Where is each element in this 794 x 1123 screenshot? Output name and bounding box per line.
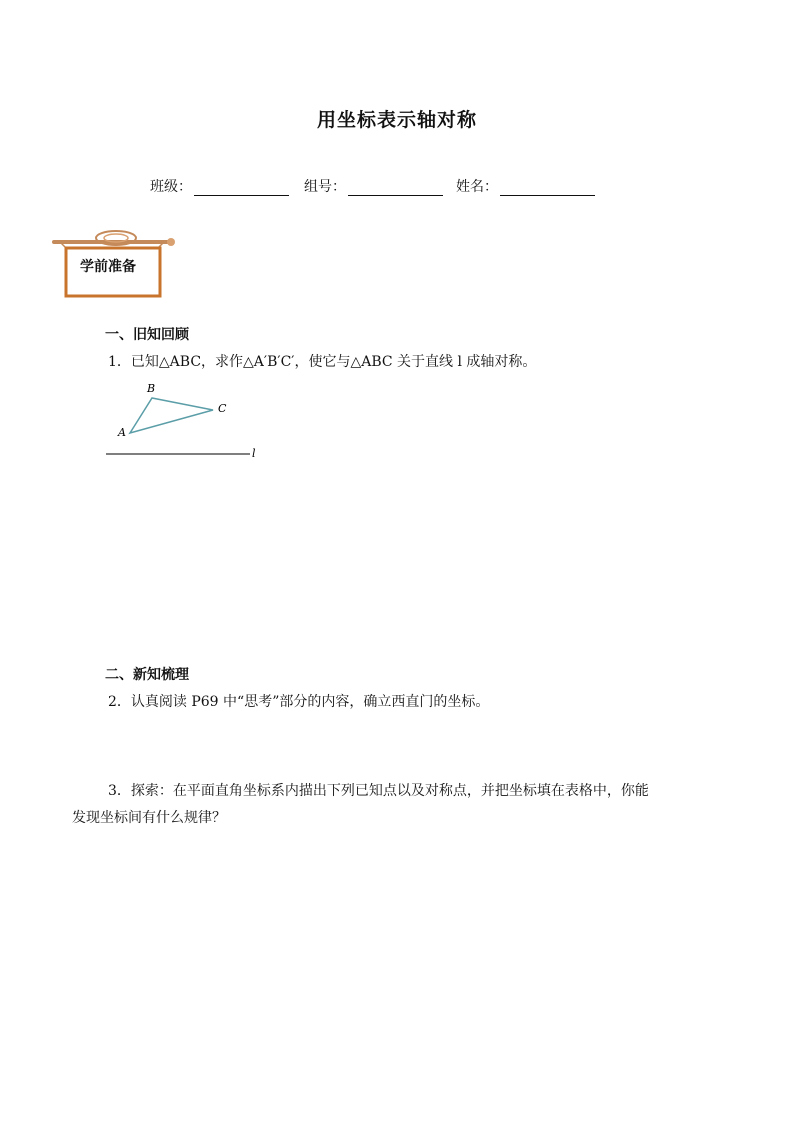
student-info-line: [0, 176, 794, 198]
section-new-heading: 二、新知梳理: [105, 667, 189, 683]
question-2: 2．认真阅读 P69 中“思考”部分的内容，确立西直门的坐标。: [108, 694, 490, 710]
triangle-figure: [100, 378, 260, 476]
group-field: [304, 176, 443, 196]
name-blank[interactable]: [500, 181, 595, 196]
name-field: [456, 176, 595, 196]
section-review-heading: 一、旧知回顾: [105, 327, 189, 343]
badge-label: 学前准备: [80, 259, 136, 275]
group-label: 组号：: [304, 179, 346, 195]
name-label: 姓名：: [456, 179, 498, 195]
label-a: A: [118, 426, 126, 439]
class-field: [150, 176, 289, 196]
label-l: l: [252, 447, 256, 460]
class-blank[interactable]: [194, 181, 289, 196]
label-b: B: [147, 382, 156, 395]
triangle-abc: [130, 398, 213, 433]
question-1: 1．已知△ABC，求作△A′B′C′，使它与△ABC 关于直线 l 成轴对称。: [108, 354, 537, 370]
group-blank[interactable]: [348, 181, 443, 196]
page-title: 用坐标表示轴对称: [316, 109, 477, 131]
label-c: C: [218, 402, 227, 415]
class-label: 班级：: [150, 179, 192, 195]
question-3-line-2: 发现坐标间有什么规律？: [72, 810, 226, 826]
question-3-line-1: 3．探索：在平面直角坐标系内描出下列已知点以及对称点，并把坐标填在表格中，你能: [108, 783, 649, 799]
